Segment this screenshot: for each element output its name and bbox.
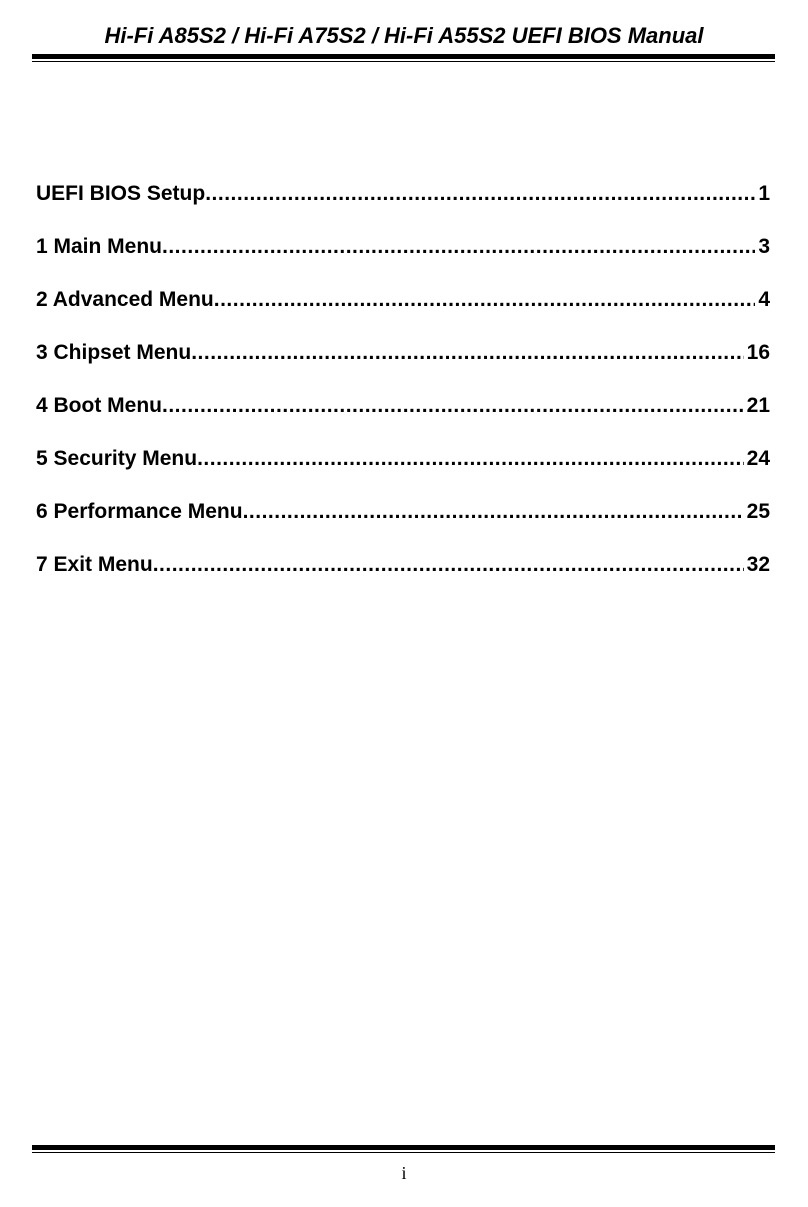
toc-entry-page: 4 <box>758 288 770 311</box>
header-rule-thick <box>32 54 775 59</box>
toc-entry-title: 2 Advanced Menu <box>36 288 214 311</box>
toc-dot-leader <box>162 392 744 420</box>
toc-entry-page: 32 <box>746 553 770 576</box>
toc-entry-title: 4 Boot Menu <box>36 394 162 417</box>
toc-entry-page: 21 <box>746 394 770 417</box>
toc-entry-security-menu[interactable] <box>36 445 770 498</box>
toc-entry-title: 1 Main Menu <box>36 235 163 258</box>
toc-entry-main-menu[interactable] <box>36 233 770 286</box>
toc-dot-leader <box>191 339 743 367</box>
table-of-contents <box>36 180 770 604</box>
toc-dot-leader <box>197 445 744 473</box>
toc-entry-boot-menu[interactable] <box>36 392 770 445</box>
toc-entry-performance-menu[interactable] <box>36 498 770 551</box>
toc-entry-advanced-menu[interactable] <box>36 286 770 339</box>
toc-entry-page: 1 <box>758 182 770 205</box>
toc-entry-page: 25 <box>746 500 770 523</box>
toc-dot-leader <box>243 498 744 526</box>
toc-entry-title: UEFI BIOS Setup <box>36 182 206 205</box>
toc-entry-exit-menu[interactable] <box>36 551 770 604</box>
toc-entry-title: 5 Security Menu <box>36 447 198 470</box>
toc-entry-title: 6 Performance Menu <box>36 500 243 523</box>
manual-title: Hi-Fi A85S2 / Hi-Fi A75S2 / Hi-Fi A55S2 UEFI BIOS Manual <box>104 23 704 48</box>
toc-entry-title: 7 Exit Menu <box>36 553 153 576</box>
toc-dot-leader <box>214 286 756 314</box>
toc-entry-chipset-menu[interactable] <box>36 339 770 392</box>
header-rule-thin <box>32 61 775 62</box>
footer-rule-thin <box>32 1152 775 1153</box>
toc-entry-uefi-bios-setup[interactable] <box>36 180 770 233</box>
page-number: i <box>401 1163 407 1183</box>
toc-entry-page: 16 <box>746 341 770 364</box>
toc-dot-leader <box>153 551 744 579</box>
footer-rule-thick <box>32 1145 775 1150</box>
toc-entry-page: 3 <box>758 235 770 258</box>
toc-dot-leader <box>162 233 755 261</box>
toc-entry-title: 3 Chipset Menu <box>36 341 192 364</box>
toc-entry-page: 24 <box>746 447 770 470</box>
toc-dot-leader <box>205 180 755 208</box>
